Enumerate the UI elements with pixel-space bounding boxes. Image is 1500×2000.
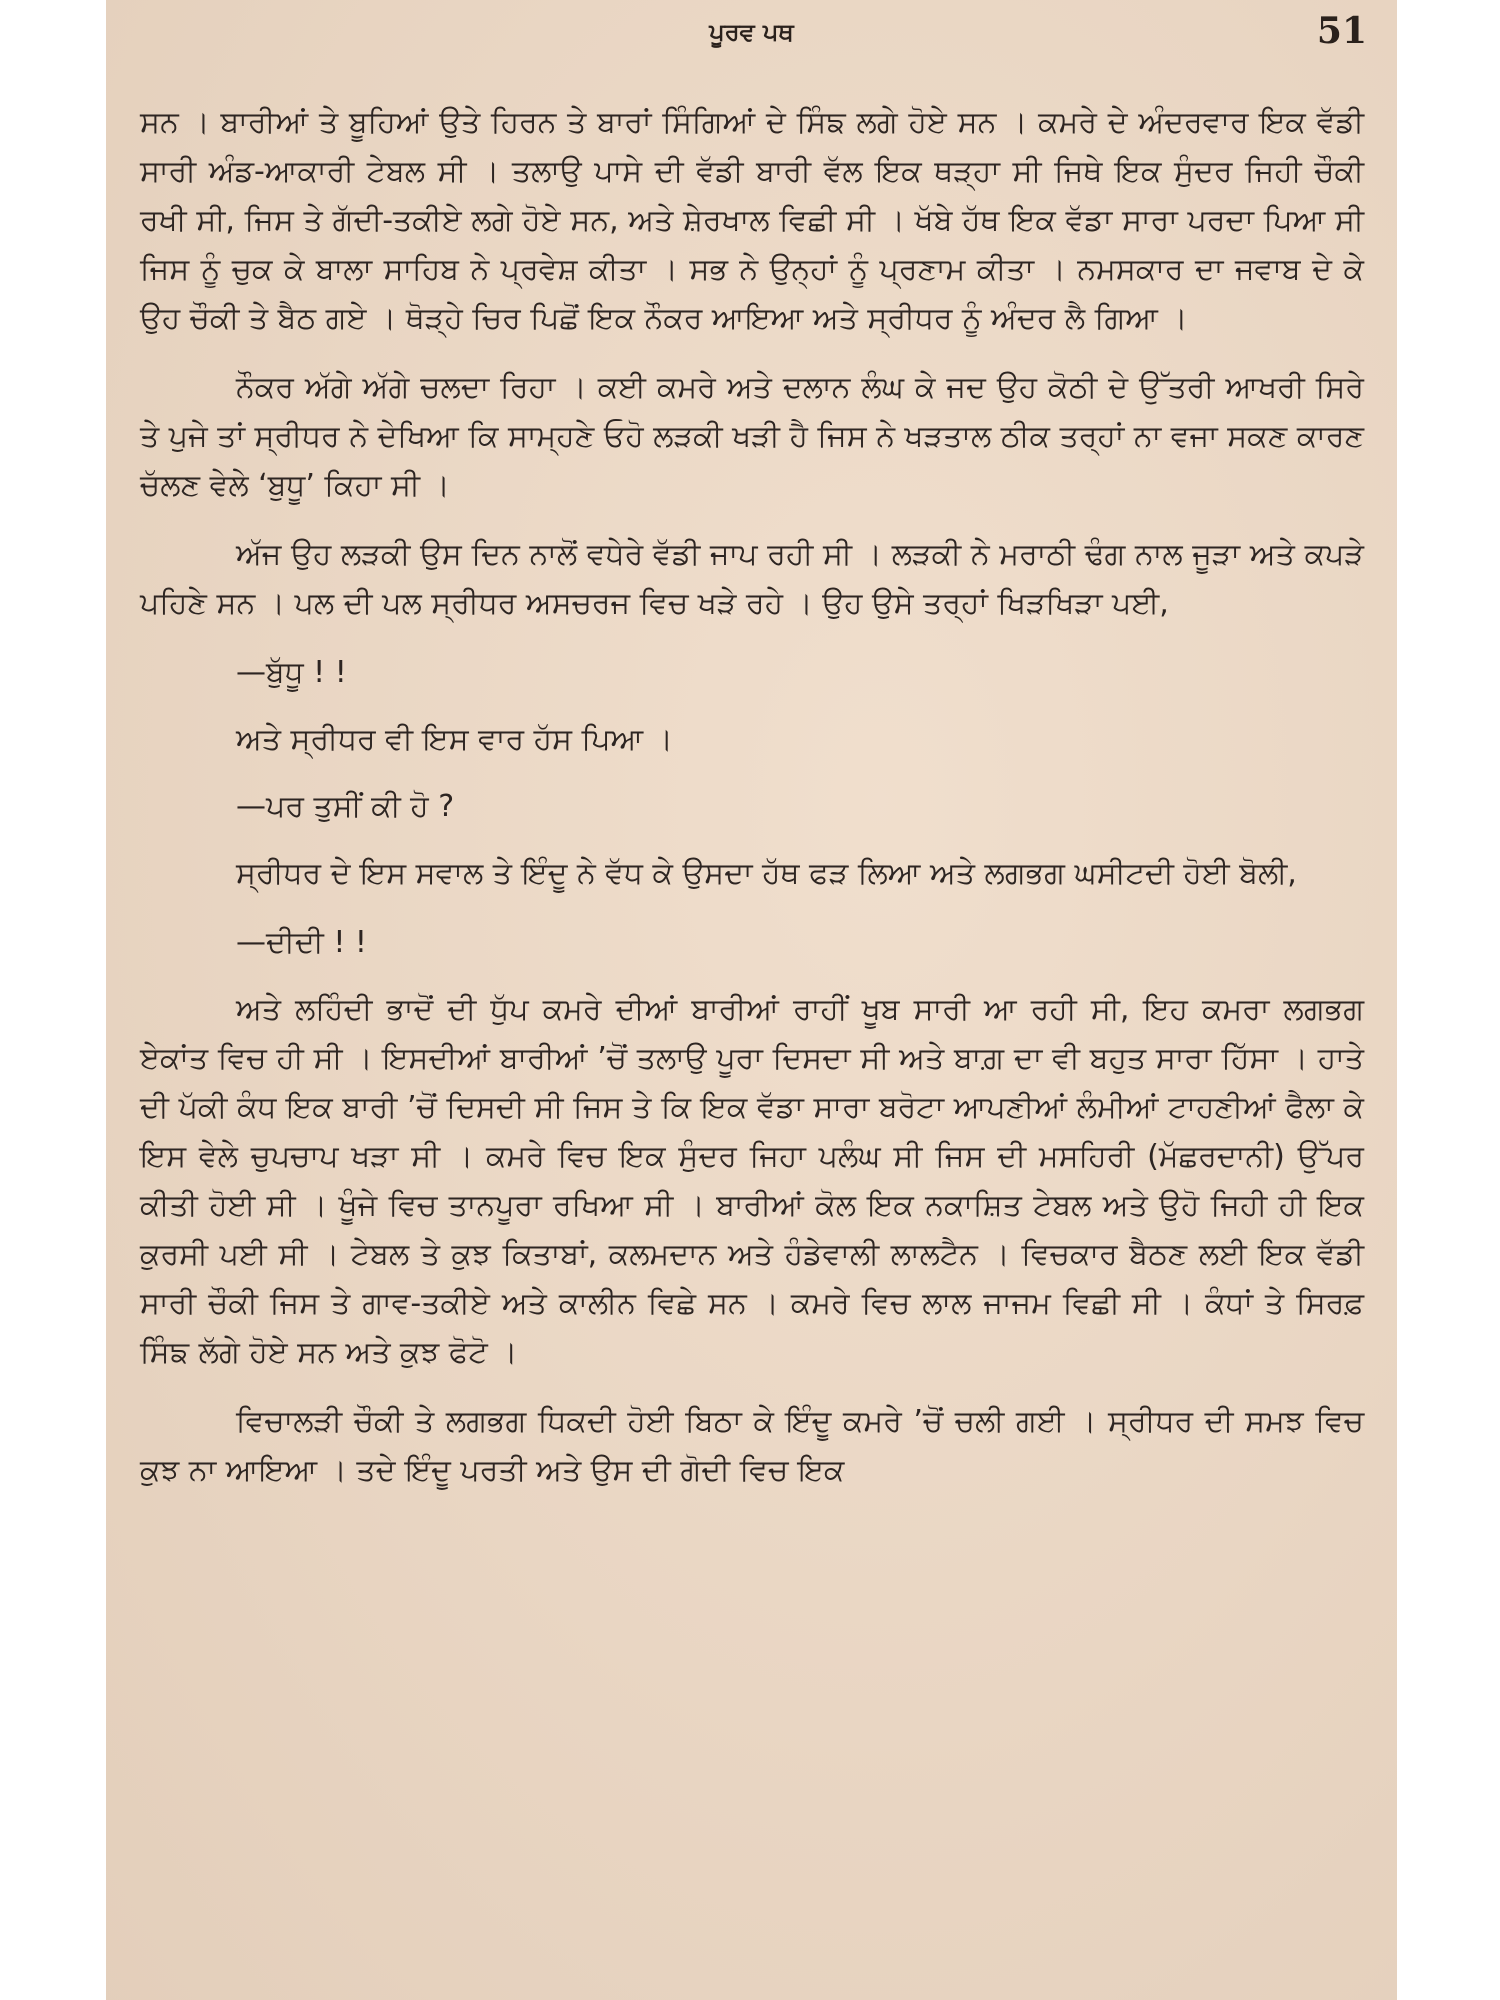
paragraph: ਅੱਜ ਉਹ ਲੜਕੀ ਉਸ ਦਿਨ ਨਾਲੋਂ ਵਧੇਰੇ ਵੱਡੀ ਜਾਪ ਰਹੀ ਸੀ । ਲੜਕੀ ਨੇ ਮਰਾਠੀ ਢੰਗ ਨਾਲ ਜੂੜਾ ਅਤੇ ਕਪੜੇ ਪਹਿਣੇ ਸਨ । ਪਲ ਦੀ ਪਲ ਸ੍ਰੀਧਰ ਅਸਚਰਜ ਵਿਚ ਖੜੇ ਰਹੇ । ਉਹ ਉਸੇ ਤਰ੍ਹਾਂ ਖਿੜਖਿੜਾ ਪਈ, bbox=[140, 537, 1364, 621]
page-header bbox=[106, 8, 1397, 56]
dialogue-line: —ਪਰ ਤੁਸੀਂ ਕੀ ਹੋ ? bbox=[236, 789, 455, 824]
dialogue-line: —ਬੁੱਧੂ ! ! bbox=[236, 655, 347, 690]
paragraph: ਸ੍ਰੀਧਰ ਦੇ ਇਸ ਸਵਾਲ ਤੇ ਇੰਦੂ ਨੇ ਵੱਧ ਕੇ ਉਸਦਾ ਹੱਥ ਫੜ ਲਿਆ ਅਤੇ ਲਗਭਗ ਘਸੀਟਦੀ ਹੋਈ ਬੋਲੀ, bbox=[236, 856, 1297, 891]
paragraph: ਨੌਕਰ ਅੱਗੇ ਅੱਗੇ ਚਲਦਾ ਰਿਹਾ । ਕਈ ਕਮਰੇ ਅਤੇ ਦਲਾਨ ਲੰਘ ਕੇ ਜਦ ਉਹ ਕੋਠੀ ਦੇ ਉੱਤਰੀ ਆਖਰੀ ਸਿਰੇ ਤੇ ਪੁਜੇ ਤਾਂ ਸ੍ਰੀਧਰ ਨੇ ਦੇਖਿਆ ਕਿ ਸਾਮ੍ਹਣੇ ਓਹੋ ਲੜਕੀ ਖੜੀ ਹੈ ਜਿਸ ਨੇ ਖੜਤਾਲ ਠੀਕ ਤਰ੍ਹਾਂ ਨਾ ਵਜਾ ਸਕਣ ਕਾਰਣ ਚੱਲਣ ਵੇਲੇ ‘ਬੁਧੂ’ ਕਿਹਾ ਸੀ । bbox=[140, 370, 1364, 503]
dialogue-line: —ਦੀਦੀ ! ! bbox=[236, 925, 367, 960]
scanned-page bbox=[106, 0, 1397, 2000]
running-head: ਪੂਰਵ ਪਥ bbox=[709, 18, 794, 46]
body-text bbox=[140, 98, 1364, 1515]
paragraph: ਅਤੇ ਸ੍ਰੀਧਰ ਵੀ ਇਸ ਵਾਰ ਹੱਸ ਪਿਆ । bbox=[236, 722, 673, 757]
paragraph: ਸਨ । ਬਾਰੀਆਂ ਤੇ ਬੂਹਿਆਂ ਉਤੇ ਹਿਰਨ ਤੇ ਬਾਰਾਂ ਸਿੰਗਿਆਂ ਦੇ ਸਿੰਙ ਲਗੇ ਹੋਏ ਸਨ । ਕਮਰੇ ਦੇ ਅੰਦਰਵਾਰ ਇਕ ਵੱਡੀ ਸਾਰੀ ਅੰਡ-ਆਕਾਰੀ ਟੇਬਲ ਸੀ । ਤਲਾਉ ਪਾਸੇ ਦੀ ਵੱਡੀ ਬਾਰੀ ਵੱਲ ਇਕ ਥੜ੍ਹਾ ਸੀ ਜਿਥੇ ਇਕ ਸੁੰਦਰ ਜਿਹੀ ਚੌਕੀ ਰਖੀ ਸੀ, ਜਿਸ ਤੇ ਗੱਦੀ-ਤਕੀਏ ਲਗੇ ਹੋਏ ਸਨ, ਅਤੇ ਸ਼ੇਰਖਾਲ ਵਿਛੀ ਸੀ । ਖੱਬੇ ਹੱਥ ਇਕ ਵੱਡਾ ਸਾਰਾ ਪਰਦਾ ਪਿਆ ਸੀ ਜਿਸ ਨੂੰ ਚੁਕ ਕੇ ਬਾਲਾ ਸਾਹਿਬ ਨੇ ਪ੍ਰਵੇਸ਼ ਕੀਤਾ । ਸਭ ਨੇ ਉਨ੍ਹਾਂ ਨੂੰ ਪ੍ਰਣਾਮ ਕੀਤਾ । ਨਮਸਕਾਰ ਦਾ ਜਵਾਬ ਦੇ ਕੇ ਉਹ ਚੌਕੀ ਤੇ ਬੈਠ ਗਏ । ਥੋੜ੍ਹੇ ਚਿਰ ਪਿਛੋਂ ਇਕ ਨੌਕਰ ਆਇਆ ਅਤੇ ਸ੍ਰੀਧਰ ਨੂੰ ਅੰਦਰ ਲੈ ਗਿਆ । bbox=[140, 105, 1364, 336]
paragraph: ਵਿਚਾਲੜੀ ਚੌਕੀ ਤੇ ਲਗਭਗ ਧਿਕਦੀ ਹੋਈ ਬਿਠਾ ਕੇ ਇੰਦੂ ਕਮਰੇ ’ਚੋਂ ਚਲੀ ਗਈ । ਸ੍ਰੀਧਰ ਦੀ ਸਮਝ ਵਿਚ ਕੁਝ ਨਾ ਆਇਆ । ਤਦੇ ਇੰਦੂ ਪਰਤੀ ਅਤੇ ਉਸ ਦੀ ਗੋਦੀ ਵਿਚ ਇਕ bbox=[140, 1404, 1364, 1488]
paragraph: ਅਤੇ ਲਹਿੰਦੀ ਭਾਦੋਂ ਦੀ ਧੁੱਪ ਕਮਰੇ ਦੀਆਂ ਬਾਰੀਆਂ ਰਾਹੀਂ ਖੂਬ ਸਾਰੀ ਆ ਰਹੀ ਸੀ, ਇਹ ਕਮਰਾ ਲਗਭਗ ਏਕਾਂਤ ਵਿਚ ਹੀ ਸੀ । ਇਸਦੀਆਂ ਬਾਰੀਆਂ ’ਚੋਂ ਤਲਾਉ ਪੂਰਾ ਦਿਸਦਾ ਸੀ ਅਤੇ ਬਾਗ਼ ਦਾ ਵੀ ਬਹੁਤ ਸਾਰਾ ਹਿੱਸਾ । ਹਾਤੇ ਦੀ ਪੱਕੀ ਕੰਧ ਇਕ ਬਾਰੀ ’ਚੋਂ ਦਿਸਦੀ ਸੀ ਜਿਸ ਤੇ ਕਿ ਇਕ ਵੱਡਾ ਸਾਰਾ ਬਰੋਟਾ ਆਪਣੀਆਂ ਲੰਮੀਆਂ ਟਾਹਣੀਆਂ ਫੈਲਾ ਕੇ ਇਸ ਵੇਲੇ ਚੁਪਚਾਪ ਖੜਾ ਸੀ । ਕਮਰੇ ਵਿਚ ਇਕ ਸੁੰਦਰ ਜਿਹਾ ਪਲੰਘ ਸੀ ਜਿਸ ਦੀ ਮਸਹਿਰੀ (ਮੱਛਰਦਾਨੀ) ਉੱਪਰ ਕੀਤੀ ਹੋਈ ਸੀ । ਖੂੰਜੇ ਵਿਚ ਤਾਨਪੂਰਾ ਰਖਿਆ ਸੀ । ਬਾਰੀਆਂ ਕੋਲ ਇਕ ਨਕਾਸ਼ਿਤ ਟੇਬਲ ਅਤੇ ਉਹੋ ਜਿਹੀ ਹੀ ਇਕ ਕੁਰਸੀ ਪਈ ਸੀ । ਟੇਬਲ ਤੇ ਕੁਝ ਕਿਤਾਬਾਂ, ਕਲਮਦਾਨ ਅਤੇ ਹੰਡੇਵਾਲੀ ਲਾਲਟੈਨ । ਵਿਚਕਾਰ ਬੈਠਣ ਲਈ ਇਕ ਵੱਡੀ ਸਾਰੀ ਚੌਕੀ ਜਿਸ ਤੇ ਗਾਵ-ਤਕੀਏ ਅਤੇ ਕਾਲੀਨ ਵਿਛੇ ਸਨ । ਕਮਰੇ ਵਿਚ ਲਾਲ ਜਾਜਮ ਵਿਛੀ ਸੀ । ਕੰਧਾਂ ਤੇ ਸਿਰਫ਼ ਸਿੰਙ ਲੱਗੇ ਹੋਏ ਸਨ ਅਤੇ ਕੁਝ ਫੋਟੋ । bbox=[140, 992, 1364, 1370]
page-number: 51 bbox=[1316, 10, 1367, 52]
